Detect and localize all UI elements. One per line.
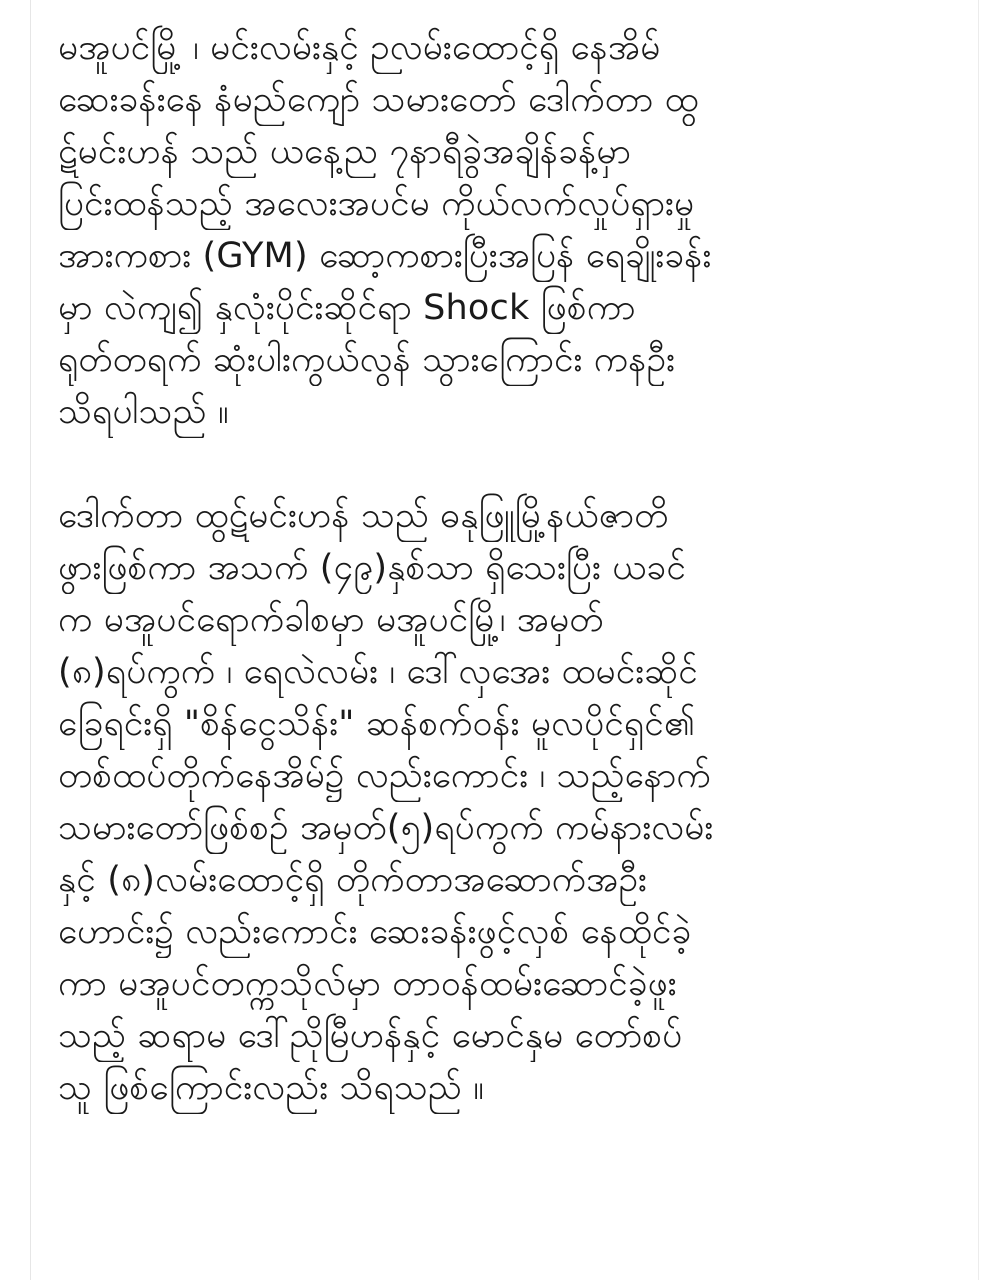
text-line: ဒေါက်တာ ထွဋ်မင်းဟန် သည် ဓနုဖြူမြို့နယ်ဇာတိ xyxy=(58,496,669,536)
text-line: ကာ မအူပင်တက္ကသိုလ်မှာ တာဝန်ထမ်းဆောင်ခဲ့ဖူး xyxy=(58,964,677,1004)
paragraph-2 xyxy=(58,490,938,1114)
text-line: ရုတ်တရက် ဆုံးပါးကွယ်လွန် သွားကြောင်း ကနဦး xyxy=(58,340,676,380)
right-border xyxy=(978,0,979,1280)
paragraph-spacer xyxy=(58,438,938,490)
paragraph-1 xyxy=(58,22,938,438)
left-border xyxy=(30,0,31,1280)
text-line: သိရပါသည် ။ xyxy=(58,392,229,432)
text-line: ဋ်မင်းဟန် သည် ယနေ့ည ၇နာရီခွဲအချိန်ခန့်မှာ xyxy=(58,132,631,172)
text-line: ပြင်းထန်သည့် အလေးအပင်မ ကိုယ်လက်လှုပ်ရှားမှု xyxy=(58,184,695,224)
text-line: မအူပင်မြို့ ၊ မင်းလမ်းနှင့် ဉလမ်းထောင့်ရှိ နေအိမ် xyxy=(58,28,661,68)
text-line: ဆေးခန်းနေ နံမည်ကျော် သမားတော် ဒေါက်တာ ထွ xyxy=(58,80,699,120)
text-line: (၈)ရပ်ကွက် ၊ ရေလဲလမ်း ၊ ဒေါ်လှအေး ထမင်းဆိုင် xyxy=(58,652,698,692)
text-line: ဖွားဖြစ်ကာ အသက် (၄၉)နှစ်သာ ရှိသေးပြီး ယခင် xyxy=(58,548,686,588)
text-line: သူ ဖြစ်ကြောင်းလည်း သိရသည် ။ xyxy=(58,1068,485,1108)
text-line: သမားတော်ဖြစ်စဥ် အမှတ်(၅)ရပ်ကွက် ကမ်နားလမ်း xyxy=(58,808,714,848)
text-line: သည့် ဆရာမ ဒေါ်ညိုမြီဟန်နှင့် မောင်နှမ တော်စပ် xyxy=(58,1016,683,1056)
text-line: မှာ လဲကျ၍ နှလုံးပိုင်းဆိုင်ရာ Shock ဖြစ်ကာ xyxy=(58,288,636,328)
text-line: ခြေရင်းရှိ "စိန်ငွေသိန်း" ဆန်စက်ဝန်း မူလပိုင်ရှင်၏ xyxy=(58,704,696,744)
text-line: အားကစား (GYM) ဆော့ကစားပြီးအပြန် ရေချိုးခန်း xyxy=(58,236,712,276)
text-line: နှင့် (၈)လမ်းထောင့်ရှိ တိုက်တာအဆောက်အဦး xyxy=(58,860,647,900)
text-line: ဟောင်း၌ လည်းကောင်း ဆေးခန်းဖွင့်လှစ် နေထိုင်ခဲ့ xyxy=(58,912,692,952)
text-line: က မအူပင်ရောက်ခါစမှာ မအူပင်မြို့၊ အမှတ် xyxy=(58,600,604,640)
text-line: တစ်ထပ်တိုက်နေအိမ်၌ လည်းကောင်း ၊ သည့်နောက် xyxy=(58,756,711,796)
article-body xyxy=(58,22,938,1114)
